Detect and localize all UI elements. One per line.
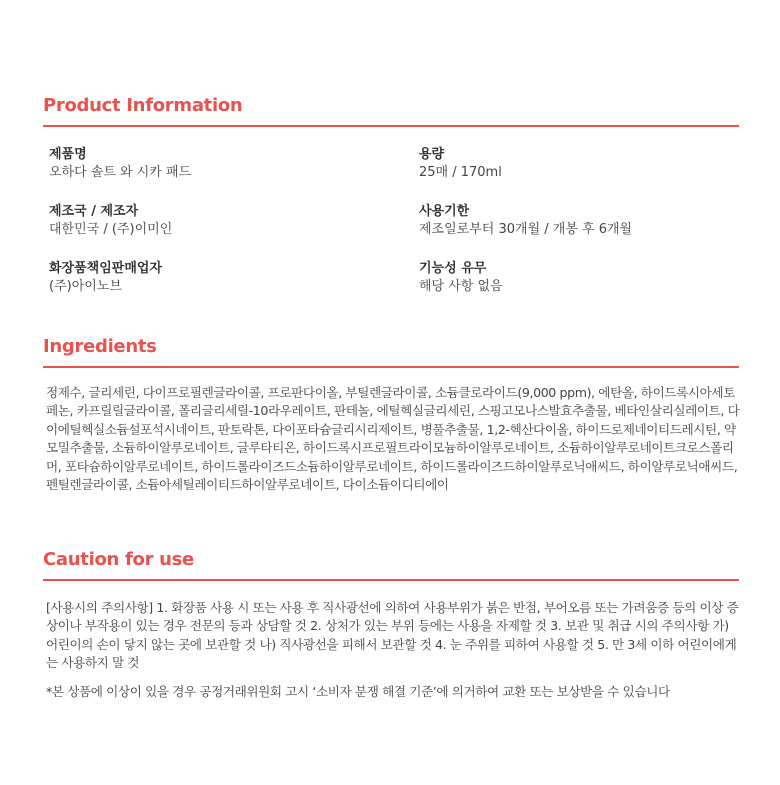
product-information-divider	[43, 125, 739, 127]
ingredients-divider	[43, 366, 739, 368]
info-value: 대한민국 / (주)이미인	[49, 222, 173, 237]
info-value: 오하다 솔트 와 시카 패드	[49, 165, 192, 180]
info-manufacturer	[49, 203, 369, 239]
info-value: (주)아이노브	[49, 279, 122, 294]
info-label: 용량	[419, 147, 445, 162]
info-label: 제품명	[49, 147, 87, 162]
caution-title: Caution for use	[43, 549, 194, 570]
info-product-name	[49, 146, 369, 182]
info-value: 25매 / 170ml	[419, 165, 502, 180]
info-label: 사용기한	[419, 204, 470, 219]
info-label: 제조국 / 제조자	[49, 204, 139, 219]
info-value: 해당 사항 없음	[419, 279, 503, 294]
caution-divider	[43, 579, 739, 581]
caution-text: [사용시의 주의사항] 1. 화장품 사용 시 또는 사용 후 직사광선에 의하여 사용부위가 붉은 반점, 부어오름 또는 가려움증 등의 이상 증상이나 부작용이 있는 경우 전문의 등과 상담할 것 2. 상처가 있는 부위 등에는 사용을 자제할 것 3. 보관 및 취급 시의 주의사항 가) 어린이의 손이 닿지 않는 곳에 보관할 것 나) 직사광선을 피해서 보관할 것 4. 눈 주위를 피하여 사용할 것 5. 만 3세 이하 어린이에게는 사용하지 말 것	[46, 600, 739, 671]
info-volume	[419, 146, 739, 182]
product-information-title: Product Information	[43, 95, 243, 116]
info-value: 제조일로부터 30개월 / 개봉 후 6개월	[419, 222, 633, 237]
info-expiration	[419, 203, 739, 239]
info-distributor	[49, 260, 369, 296]
info-functional	[419, 260, 739, 296]
caution-note: *본 상품에 이상이 있을 경우 공정거래위원회 고시 ‘소비자 분쟁 해결 기준’에 의거하여 교환 또는 보상받을 수 있습니다	[46, 684, 670, 699]
info-label: 기능성 유무	[419, 261, 487, 276]
ingredients-text: 정제수, 글리세린, 다이프로필렌글라이콜, 프로판다이올, 부틸렌글라이콜, 소듐클로라이드(9,000 ppm), 에탄올, 하이드록시아세토페논, 카프릴릴글라이콜, 폴리글리세릴-10라우레이트, 판테놀, 에틸헥실글리세린, 스핑고모나스발효추출물, 베타인살리실레이트, 다이에틸헥실소듐설포석시네이트, 판토락톤, 다이포타슘글리시리제이트, 병풀추출물, 1,2-헥산다이올, 하이드로제네이티드레시틴, 약모밀추출물, 소듐하이알루로네이트, 글루타티온, 하이드록시프로필트라이모늄하이알루로네이트, 소듐하이알루로네이트크로스폴리머, 포타슘하이알루로네이트, 하이드롤라이즈드소듐하이알루로네이트, 하이드롤라이즈드하이알루로닉애씨드, 하이알루로닉애씨드, 펜틸렌글라이콜, 소듐아세틸레이티드하이알루로네이트, 다이소듐이디티에이	[46, 385, 740, 493]
ingredients-title: Ingredients	[43, 336, 157, 357]
info-label: 화장품책임판매업자	[49, 261, 163, 276]
